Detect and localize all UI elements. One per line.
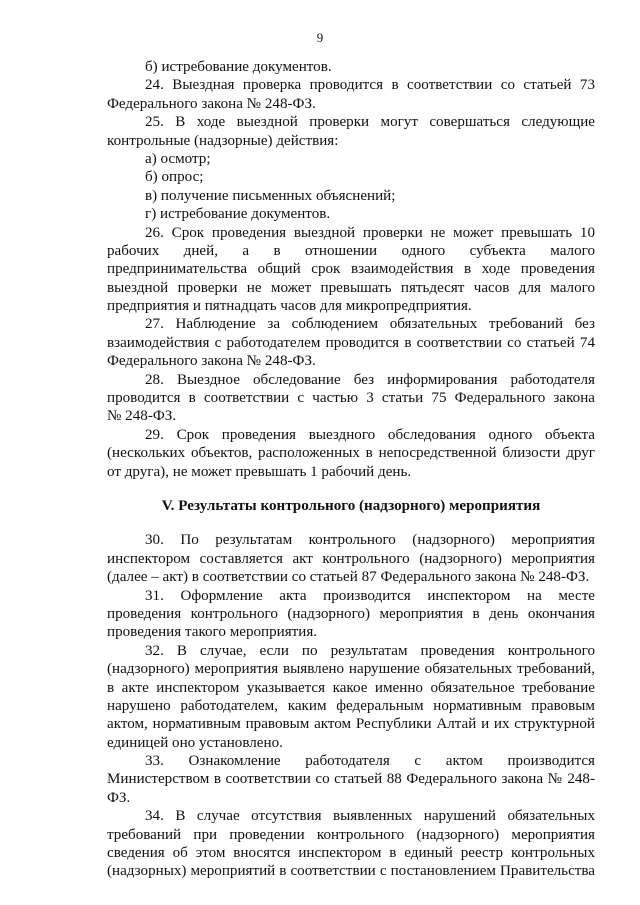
text-line: предпринимательства общий срок взаимодействия в ходе проведения bbox=[107, 261, 595, 278]
text-line: проводится в соответствии с частью 3 статьи 75 Федерального закона bbox=[107, 390, 595, 407]
text-line: проведения такого мероприятия. bbox=[107, 624, 318, 641]
text-line: проведения контрольного (надзорного) мероприятия в день окончания bbox=[107, 605, 595, 622]
section-iv-continuation bbox=[107, 58, 595, 481]
text-line: Федерального закона № 248-ФЗ. bbox=[107, 95, 316, 112]
text-line: 29. Срок проведения выездного обследования одного объекта bbox=[145, 426, 595, 443]
text-line: предприятия и пятнадцать часов для микропредприятия. bbox=[107, 298, 472, 315]
text-line: Федерального закона № 248-ФЗ. bbox=[107, 353, 316, 370]
text-line: выездной проверки не может превышать пятьдесят часов для малого bbox=[107, 279, 595, 296]
text-line: ФЗ. bbox=[107, 789, 131, 806]
text-line: сведения об этом вносятся инспектором в единый реестр контрольных bbox=[107, 845, 595, 862]
text-line: б) опрос; bbox=[145, 169, 204, 186]
text-line: б) истребование документов. bbox=[145, 59, 332, 75]
text-line: 26. Срок проведения выездной проверки не может превышать 10 bbox=[145, 224, 595, 241]
text-line: в) получение письменных объяснений; bbox=[145, 187, 396, 204]
text-line: 25. В ходе выездной проверки могут совершаться следующие bbox=[145, 114, 595, 131]
text-line: 33. Ознакомление работодателя с актом производится bbox=[145, 753, 595, 770]
text-line: 24. Выездная проверка проводится в соответствии со статьей 73 bbox=[145, 77, 595, 94]
text-line: от друга), не может превышать 1 рабочий день. bbox=[107, 463, 412, 480]
text-line: 27. Наблюдение за соблюдением обязательных требований без bbox=[145, 316, 595, 333]
text-line: взаимодействия с работодателем проводится в соответствии со статьей 74 bbox=[107, 334, 595, 351]
page-number: 9 bbox=[316, 30, 324, 45]
text-line: (надзорного) мероприятия выявлено нарушение обязательных требований, bbox=[107, 661, 595, 678]
text-line: а) осмотр; bbox=[145, 150, 211, 167]
text-line: контрольные (надзорные) действия: bbox=[107, 132, 339, 149]
text-line: г) истребование документов. bbox=[145, 206, 331, 223]
text-line: № 248-ФЗ. bbox=[107, 408, 177, 425]
document-body bbox=[107, 58, 595, 881]
text-line: нарушено работодателем, каким федеральным нормативным правовым bbox=[107, 697, 595, 714]
text-line: 28. Выездное обследование без информирования работодателя bbox=[145, 371, 595, 388]
text-line: в акте инспектором указывается какое именно обязательное требование bbox=[107, 679, 595, 696]
text-line: 32. В случае, если по результатам проведения контрольного bbox=[145, 642, 595, 659]
text-line: 34. В случае отсутствия выявленных нарушений обязательных bbox=[145, 808, 595, 825]
text-line: требований при проведении контрольного (надзорного) мероприятия bbox=[107, 826, 595, 843]
text-line: 31. Оформление акта производится инспектором на месте bbox=[145, 587, 595, 604]
text-line: (надзорных) мероприятий в соответствии с постановлением Правительства bbox=[107, 863, 595, 880]
text-line: единицей оно установлено. bbox=[107, 734, 283, 751]
text-line: (нескольких объектов, расположенных в непосредственной близости друг bbox=[107, 445, 595, 462]
text-line: (далее – акт) в соответствии со статьей 87 Федерального закона № 248-ФЗ. bbox=[107, 569, 590, 586]
text-line: Министерством в соответствии со статьей 88 Федерального закона № 248- bbox=[107, 771, 595, 788]
text-line: 30. По результатам контрольного (надзорного) мероприятия bbox=[145, 532, 595, 549]
section-heading: V. Результаты контрольного (надзорного) мероприятия bbox=[161, 497, 541, 514]
text-line: инспектором составляется акт контрольного (надзорного) мероприятия bbox=[107, 550, 595, 567]
text-line: рабочих дней, а в отношении одного субъекта малого bbox=[107, 242, 595, 259]
text-line: актом, нормативным правовым актом Республики Алтай и их структурной bbox=[107, 716, 595, 733]
section-v-text bbox=[107, 531, 595, 880]
